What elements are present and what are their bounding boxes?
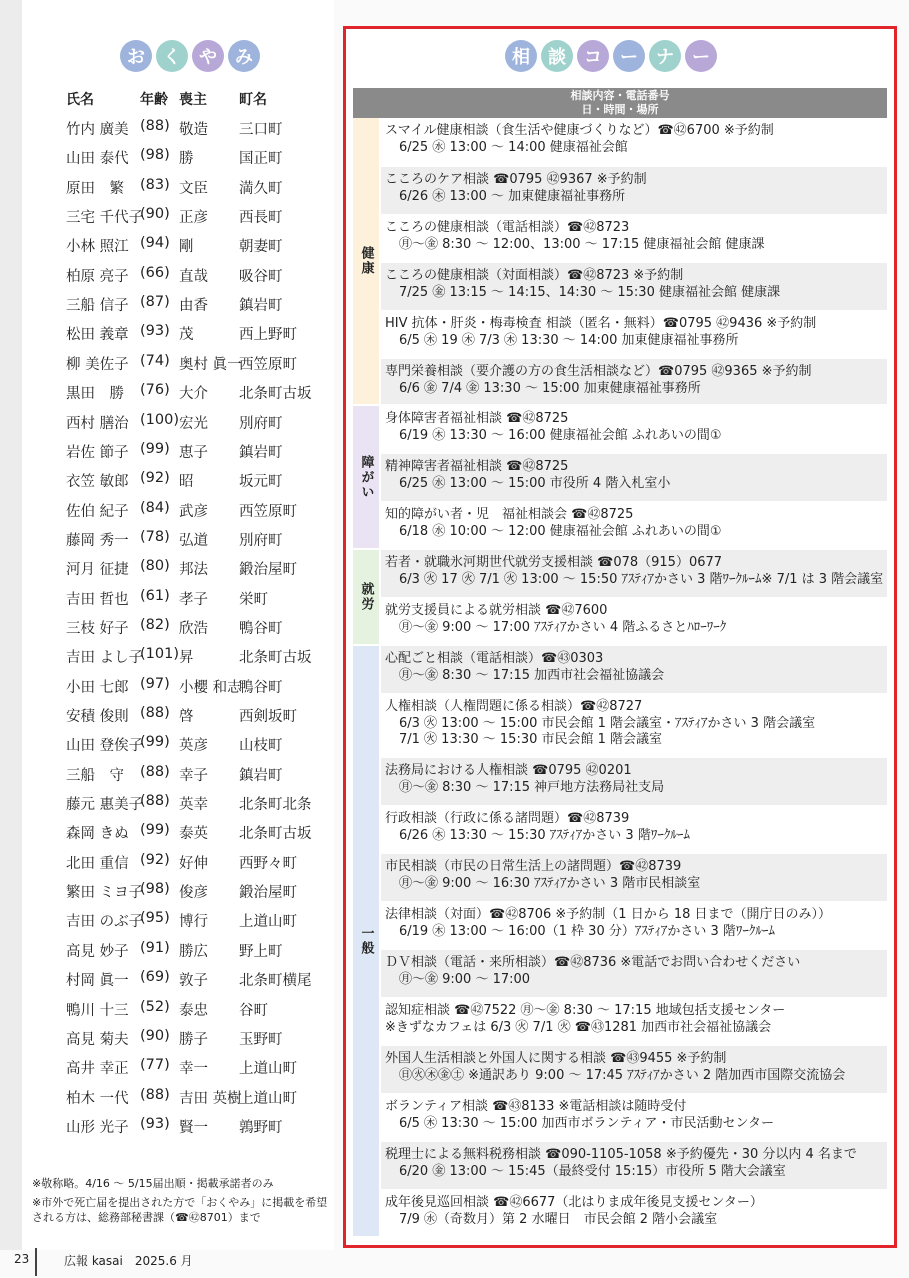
- okuyami-age: (92): [140, 470, 170, 487]
- soudan-title-char: ナ: [649, 40, 681, 72]
- consultation-entry: [381, 550, 887, 597]
- okuyami-town: 三口町: [239, 122, 283, 138]
- okuyami-mourner: 弘道: [179, 532, 208, 549]
- consultation-detail: 6/6 ㊎ 7/4 ㊎ 13:30 ～ 15:00 加東健康福祉事務所: [399, 380, 701, 396]
- okuyami-town: 鎮岩町: [239, 298, 283, 315]
- category-health: [353, 118, 379, 404]
- consultation-entry: [381, 311, 887, 358]
- okuyami-age: (84): [140, 499, 170, 516]
- okuyami-age: (77): [140, 1057, 170, 1074]
- okuyami-town: 上道山町: [239, 1090, 297, 1107]
- okuyami-town: 吸谷町: [239, 268, 283, 285]
- consultation-title: 認知症相談 ☎㊷7522 ㊊～㊎ 8:30 ～ 17:15 地域包括支援センター: [385, 1003, 786, 1018]
- okuyami-town: 谷町: [239, 1002, 268, 1019]
- okuyami-age: (92): [140, 851, 170, 868]
- consultation-detail: 6/20 ㊎ 13:00 ～ 15:45（最終受付 15:15）市役所 5 階大会議室: [399, 1163, 786, 1179]
- okuyami-age: (98): [140, 147, 170, 164]
- consultation-title: 就労支援員による就労相談 ☎㊷7600: [385, 603, 608, 618]
- okuyami-town: 鶉野町: [239, 1119, 283, 1136]
- okuyami-age: (97): [140, 675, 170, 692]
- consultation-detail: ㊊～㊎ 9:00 ～ 17:00 ｱｽﾃｨｱかさい 4 階ふるさとﾊﾛｰﾜｰｸ: [399, 619, 727, 635]
- consultation-detail: 6/3 ㊋ 17 ㊋ 7/1 ㊋ 13:00 ～ 15:50 ｱｽﾃｨｱかさい 3 階ﾜｰｸﾙｰﾑ※ 7/1 は 3 階会議室: [399, 571, 884, 587]
- okuyami-mourner: 昇: [179, 650, 194, 667]
- okuyami-name: 佐伯 紀子: [66, 503, 129, 520]
- category-disability: [353, 406, 379, 548]
- okuyami-name: 柏原 亮子: [66, 268, 129, 285]
- okuyami-name: 柳 美佐子: [66, 356, 129, 373]
- consultation-detail: ㊊～㊎ 8:30 ～ 17:15 加西市社会福祉協議会: [399, 667, 665, 683]
- consultation-detail: 6/3 ㊋ 13:00 ～ 15:00 市民会館 1 階会議室・ｱｽﾃｨｱかさい 3 階会議室: [399, 715, 816, 731]
- consultation-detail: ㊐㊋㊍㊎㊏ ※通訳あり 9:00 ～ 17:45 ｱｽﾃｨｱかさい 2 階加西市国際交流協会: [399, 1067, 846, 1083]
- consultation-detail: 6/25 ㊌ 13:00 ～ 15:00 市役所 4 階入札室小: [399, 475, 671, 491]
- okuyami-town: 玉野町: [239, 1031, 283, 1048]
- okuyami-town: 国正町: [239, 151, 283, 168]
- consultation-title: 知的障がい者・児 福祉相談会 ☎㊷8725: [385, 507, 634, 522]
- consultation-title: HIV 抗体・肝炎・梅毒検査 相談（匿名・無料）☎0795 ㊷9436 ※予約制: [385, 316, 817, 331]
- consultation-detail: 6/5 ㊍ 19 ㊍ 7/3 ㊍ 13:30 ～ 14:00 加東健康福祉事務所: [399, 332, 739, 348]
- okuyami-age: (95): [140, 910, 170, 927]
- soudan-table-header: [353, 88, 887, 118]
- okuyami-age: (99): [140, 734, 170, 751]
- consultation-entry: [381, 1190, 887, 1236]
- consultation-title: スマイル健康相談（食生活や健康づくりなど）☎㊷6700 ※予約制: [385, 123, 774, 138]
- okuyami-name: 岩佐 節子: [66, 444, 129, 461]
- okuyami-town: 北条町古坂: [239, 386, 312, 403]
- consultation-detail: 7/1 ㊋ 13:30 ～ 15:30 市民会館 1 階会議室: [399, 732, 663, 747]
- okuyami-title-char: く: [156, 40, 188, 72]
- page-edge: [0, 0, 22, 1250]
- okuyami-mourner: 茂: [179, 327, 194, 344]
- okuyami-town: 北条町横尾: [239, 973, 312, 990]
- okuyami-age: (52): [140, 998, 170, 1015]
- okuyami-mourner: 恵子: [179, 444, 208, 461]
- okuyami-town: 山枝町: [239, 738, 283, 755]
- consultation-detail: ㊊～㊎ 9:00 ～ 16:30 ｱｽﾃｨｱかさい 3 階市民相談室: [399, 875, 701, 891]
- okuyami-notes: [32, 1176, 332, 1229]
- okuyami-age: (83): [140, 176, 170, 193]
- consultation-detail: 6/5 ㊍ 13:30 ～ 15:00 加西市ボランティア・市民活動センター: [399, 1115, 774, 1131]
- okuyami-mourner: 文臣: [179, 180, 208, 197]
- okuyami-name: 山田 登俟子: [66, 738, 144, 755]
- header-town: 町名: [239, 92, 267, 108]
- okuyami-name: 吉田 哲也: [66, 591, 129, 608]
- consultation-title: ＤＶ相談（電話・来所相談）☎㊷8736 ※電話でお問い合わせください: [385, 955, 801, 970]
- okuyami-town: 北条町古坂: [239, 650, 312, 667]
- consultation-detail: ㊊～㊎ 8:30 ～ 12:00、13:00 ～ 17:15 健康福祉会館 健康課: [399, 236, 765, 252]
- okuyami-town: 西笠原町: [239, 503, 297, 520]
- okuyami-title-char: や: [192, 40, 224, 72]
- page-number: 23: [14, 1252, 30, 1266]
- okuyami-mourner: 小櫻 和志: [179, 679, 242, 696]
- okuyami-age: (100): [140, 411, 179, 428]
- note: ※敬称略。4/16 ～ 5/15届出順・掲載承諾者のみ: [32, 1177, 274, 1190]
- consultation-entry: [381, 263, 887, 310]
- okuyami-mourner: 宏光: [179, 415, 208, 432]
- okuyami-age: (99): [140, 440, 170, 457]
- okuyami-mourner: 俊彦: [179, 885, 208, 902]
- okuyami-age: (74): [140, 352, 170, 369]
- soudan-title-char: 談: [541, 40, 573, 72]
- consultation-detail: 6/26 ㊍ 13:00 ～ 加東健康福祉事務所: [399, 188, 626, 204]
- consultation-entry: [381, 1046, 887, 1093]
- okuyami-town: 鎮岩町: [239, 444, 283, 461]
- okuyami-name: 山形 光子: [66, 1119, 129, 1136]
- category-label: 健康: [358, 246, 374, 276]
- okuyami-mourner: 直哉: [179, 268, 208, 285]
- okuyami-town: 野上町: [239, 943, 283, 960]
- okuyami-age: (93): [140, 323, 170, 340]
- category-label: 障がい: [358, 454, 374, 500]
- consultation-entry: [381, 406, 887, 453]
- category-label: 就労: [358, 582, 374, 612]
- consultation-detail: 6/26 ㊍ 13:30 ～ 15:30 ｱｽﾃｨｱかさい 3 階ﾜｰｸﾙｰﾑ: [399, 827, 690, 843]
- consultation-detail: 6/25 ㊌ 13:00 ～ 14:00 健康福祉会館: [399, 139, 628, 155]
- header-name: 氏名: [66, 92, 94, 108]
- consultation-title: こころの健康相談（電話相談）☎㊷8723: [385, 220, 630, 235]
- okuyami-age: (69): [140, 969, 170, 986]
- okuyami-mourner: 幸一: [179, 1061, 208, 1078]
- consultation-entry: [381, 806, 887, 853]
- category-employment: [353, 550, 379, 644]
- consultation-entry: [381, 598, 887, 644]
- okuyami-name: 村岡 眞一: [66, 973, 129, 990]
- okuyami-name: 三船 信子: [66, 298, 129, 315]
- okuyami-name: 吉田 のぶ子: [66, 914, 144, 931]
- soudan-title-char: ー: [685, 40, 717, 72]
- okuyami-town: 北条町古坂: [239, 826, 312, 843]
- okuyami-name: 高井 幸正: [66, 1061, 129, 1078]
- okuyami-name: 山田 泰代: [66, 151, 129, 168]
- okuyami-mourner: 博行: [179, 914, 208, 931]
- okuyami-age: (61): [140, 587, 170, 604]
- consultation-entry: [381, 854, 887, 901]
- okuyami-mourner: 啓: [179, 709, 194, 725]
- soudan-title-char: コ: [577, 40, 609, 72]
- okuyami-age: (66): [140, 264, 170, 281]
- okuyami-age: (88): [140, 763, 170, 780]
- okuyami-mourner: 泰忠: [179, 1002, 208, 1019]
- consultation-entry: [381, 167, 887, 214]
- note: ※市外で死亡届を提出された方で「おくやみ」に掲載を希望される方は、総務部秘書課（☎㊷8701）まで: [32, 1196, 328, 1224]
- okuyami-name: 西村 膳治: [66, 415, 129, 432]
- consultation-detail: ㊊～㊎ 9:00 ～ 17:00: [399, 971, 531, 987]
- okuyami-name: 藤岡 秀一: [66, 532, 129, 549]
- okuyami-age: (88): [140, 793, 170, 810]
- okuyami-town: 満久町: [239, 180, 283, 197]
- okuyami-mourner: 吉田 英樹: [179, 1090, 242, 1107]
- okuyami-name: 森岡 きぬ: [66, 826, 129, 843]
- okuyami-name: 三枝 好子: [66, 620, 129, 637]
- okuyami-name: 高見 妙子: [66, 943, 129, 960]
- header-age: 年齢: [140, 92, 168, 108]
- okuyami-mourner: 好伸: [179, 855, 208, 872]
- okuyami-age: (88): [140, 118, 170, 134]
- consultation-title: 若者・就職氷河期世代就労支援相談 ☎078（915）0677: [385, 555, 723, 570]
- okuyami-town: 朝妻町: [239, 239, 283, 256]
- okuyami-name: 吉田 よし子: [66, 650, 144, 667]
- okuyami-name: 小林 照江: [66, 239, 129, 256]
- soudan-title: [505, 40, 717, 72]
- consultation-detail: ※きずなカフェは 6/3 ㊋ 7/1 ㊋ ☎㊸1281 加西市社会福祉協議会: [385, 1019, 772, 1035]
- okuyami-town: 西笠原町: [239, 356, 297, 373]
- consultation-entry: [381, 1142, 887, 1189]
- okuyami-town: 栄町: [239, 591, 268, 608]
- okuyami-name: 繁田 ミヨ子: [66, 885, 144, 902]
- consultation-title: 税理士による無料税務相談 ☎090-1105-1058 ※予約優先・30 分以内 4 名まで: [385, 1147, 857, 1162]
- okuyami-mourner: 勝: [179, 151, 194, 168]
- consultation-title: 心配ごと相談（電話相談）☎㊸0303: [385, 651, 604, 666]
- okuyami-mourner: 勝子: [179, 1031, 208, 1048]
- okuyami-age: (88): [140, 705, 170, 721]
- consultation-entry: [381, 694, 887, 757]
- okuyami-town: 西野々町: [239, 855, 297, 872]
- okuyami-town: 鍛治屋町: [239, 562, 297, 579]
- okuyami-mourner: 奥村 眞一: [179, 356, 242, 373]
- okuyami-age: (82): [140, 616, 170, 633]
- okuyami-town: 別府町: [239, 415, 283, 432]
- consultation-title: 市民相談（市民の日常生活上の諸問題）☎㊷8739: [385, 859, 682, 874]
- okuyami-age: (99): [140, 822, 170, 839]
- okuyami-town: 別府町: [239, 532, 283, 549]
- okuyami-mourner: 欣浩: [179, 620, 208, 637]
- header-line: 相談内容・電話番号: [570, 89, 670, 102]
- okuyami-mourner: 英彦: [179, 738, 208, 755]
- okuyami-mourner: 邦法: [179, 562, 208, 579]
- okuyami-name: 原田 繁: [66, 180, 124, 197]
- consultation-title: ボランティア相談 ☎㊸8133 ※電話相談は随時受付: [385, 1099, 687, 1114]
- consultation-entry: [381, 950, 887, 997]
- footer-divider: [35, 1248, 37, 1276]
- okuyami-town: 鎮岩町: [239, 767, 283, 784]
- consultation-entry: [381, 1094, 887, 1141]
- okuyami-town: 西剣坂町: [239, 709, 297, 725]
- consultation-entry: [381, 902, 887, 949]
- okuyami-mourner: 敦子: [179, 973, 208, 990]
- consultation-detail: 6/18 ㊌ 10:00 ～ 12:00 健康福祉会館 ふれあいの間①: [399, 523, 722, 539]
- okuyami-name: 衣笠 敏郎: [66, 474, 129, 491]
- okuyami-mourner: 英幸: [179, 797, 208, 814]
- okuyami-mourner: 孝子: [179, 591, 208, 608]
- okuyami-mourner: 武彦: [179, 503, 208, 520]
- consultation-detail: 7/25 ㊎ 13:15 ～ 14:15、14:30 ～ 15:30 健康福祉会館 健康課: [399, 284, 781, 300]
- category-label: 一般: [358, 926, 374, 956]
- okuyami-name: 竹内 廣美: [66, 122, 129, 138]
- consultation-title: 法律相談（対面）☎㊷8706 ※予約制（1 日から 18 日まで（開庁日のみ））: [385, 907, 832, 922]
- header-line: 日・時間・場所: [581, 103, 659, 116]
- okuyami-town: 西長町: [239, 210, 283, 227]
- consultation-title: 人権相談（人権問題に係る相談）☎㊷8727: [385, 699, 643, 714]
- consultation-detail: ㊊～㊎ 8:30 ～ 17:15 神戸地方法務局社支局: [399, 779, 665, 795]
- okuyami-age: (91): [140, 939, 170, 956]
- okuyami-name: 安積 俊則: [66, 709, 129, 725]
- okuyami-title: [120, 40, 260, 72]
- okuyami-title-char: お: [120, 40, 152, 72]
- okuyami-name: 鴨川 十三: [66, 1002, 129, 1019]
- okuyami-name: 河月 征捷: [66, 562, 129, 579]
- okuyami-town: 坂元町: [239, 474, 283, 491]
- okuyami-town: 上道山町: [239, 914, 297, 931]
- consultation-detail: 6/19 ㊍ 13:00 ～ 16:00（1 枠 30 分）ｱｽﾃｨｱかさい 3 階ﾜｰｸﾙｰﾑ: [399, 923, 775, 939]
- consultation-entry: [381, 215, 887, 262]
- okuyami-age: (98): [140, 881, 170, 898]
- okuyami-age: (93): [140, 1115, 170, 1132]
- consultation-title: 身体障害者福祉相談 ☎㊷8725: [385, 411, 569, 426]
- consultation-title: こころのケア相談 ☎0795 ㊷9367 ※予約制: [385, 172, 647, 187]
- consultation-entry: [381, 359, 887, 404]
- okuyami-name: 三宅 千代子: [66, 210, 144, 227]
- soudan-title-char: 相: [505, 40, 537, 72]
- okuyami-town: 鴨谷町: [239, 620, 283, 637]
- okuyami-age: (90): [140, 206, 170, 223]
- okuyami-age: (88): [140, 1086, 170, 1103]
- consultation-title: 精神障害者福祉相談 ☎㊷8725: [385, 459, 569, 474]
- okuyami-age: (90): [140, 1027, 170, 1044]
- okuyami-mourner: 幸子: [179, 767, 208, 784]
- consultation-entry: [381, 118, 887, 165]
- category-general: [353, 646, 379, 1236]
- okuyami-age: (76): [140, 382, 170, 399]
- header-mourner: 喪主: [179, 92, 207, 108]
- soudan-title-char: ー: [613, 40, 645, 72]
- okuyami-age: (94): [140, 235, 170, 252]
- okuyami-mourner: 大介: [179, 386, 208, 403]
- consultation-entry: [381, 758, 887, 805]
- okuyami-mourner: 昭: [179, 474, 194, 491]
- okuyami-age: (101): [140, 646, 179, 663]
- consultation-entry: [381, 502, 887, 548]
- consultation-detail: 6/19 ㊍ 13:30 ～ 16:00 健康福祉会館 ふれあいの間①: [399, 427, 722, 443]
- okuyami-town: 鴨谷町: [239, 679, 283, 696]
- okuyami-name: 松田 義章: [66, 327, 129, 344]
- okuyami-town: 西上野町: [239, 327, 297, 344]
- okuyami-mourner: 剛: [179, 239, 194, 256]
- consultation-title: 行政相談（行政に係る諸問題）☎㊷8739: [385, 811, 630, 826]
- okuyami-name: 小田 七郎: [66, 679, 129, 696]
- consultation-title: 専門栄養相談（要介護の方の食生活相談など）☎0795 ㊷9365 ※予約制: [385, 364, 812, 379]
- okuyami-name: 三船 守: [66, 767, 124, 784]
- okuyami-age: (87): [140, 294, 170, 311]
- okuyami-name: 高見 菊夫: [66, 1031, 129, 1048]
- okuyami-mourner: 敬造: [179, 122, 208, 138]
- okuyami-name: 柏木 一代: [66, 1090, 129, 1107]
- okuyami-name: 藤元 惠美子: [66, 797, 144, 814]
- okuyami-title-char: み: [228, 40, 260, 72]
- okuyami-mourner: 由香: [179, 298, 208, 315]
- okuyami-mourner: 泰英: [179, 826, 208, 843]
- okuyami-mourner: 賢一: [179, 1119, 208, 1136]
- consultation-title: 外国人生活相談と外国人に関する相談 ☎㊸9455 ※予約制: [385, 1051, 727, 1066]
- publication-name: 広報 kasai 2025.6 月: [64, 1254, 193, 1268]
- consultation-entry: [381, 646, 887, 693]
- consultation-title: 法務局における人権相談 ☎0795 ㊷0201: [385, 763, 632, 778]
- okuyami-town: 上道山町: [239, 1061, 297, 1078]
- okuyami-name: 黒田 勝: [66, 386, 124, 403]
- okuyami-mourner: 正彦: [179, 210, 208, 227]
- okuyami-mourner: 勝広: [179, 943, 208, 960]
- okuyami-town: 鍛治屋町: [239, 885, 297, 902]
- consultation-detail: 7/9 ㊌（奇数月）第 2 水曜日 市民会館 2 階小会議室: [399, 1211, 718, 1227]
- okuyami-age: (80): [140, 558, 170, 575]
- okuyami-town: 北条町北条: [239, 797, 312, 814]
- okuyami-age: (78): [140, 528, 170, 545]
- consultation-entry: [381, 454, 887, 501]
- consultation-title: 成年後見巡回相談 ☎㊷6677（北はりま成年後見支援センター）: [385, 1195, 763, 1210]
- okuyami-name: 北田 重信: [66, 855, 129, 872]
- consultation-title: こころの健康相談（対面相談）☎㊷8723 ※予約制: [385, 268, 684, 283]
- consultation-entry: [381, 998, 887, 1045]
